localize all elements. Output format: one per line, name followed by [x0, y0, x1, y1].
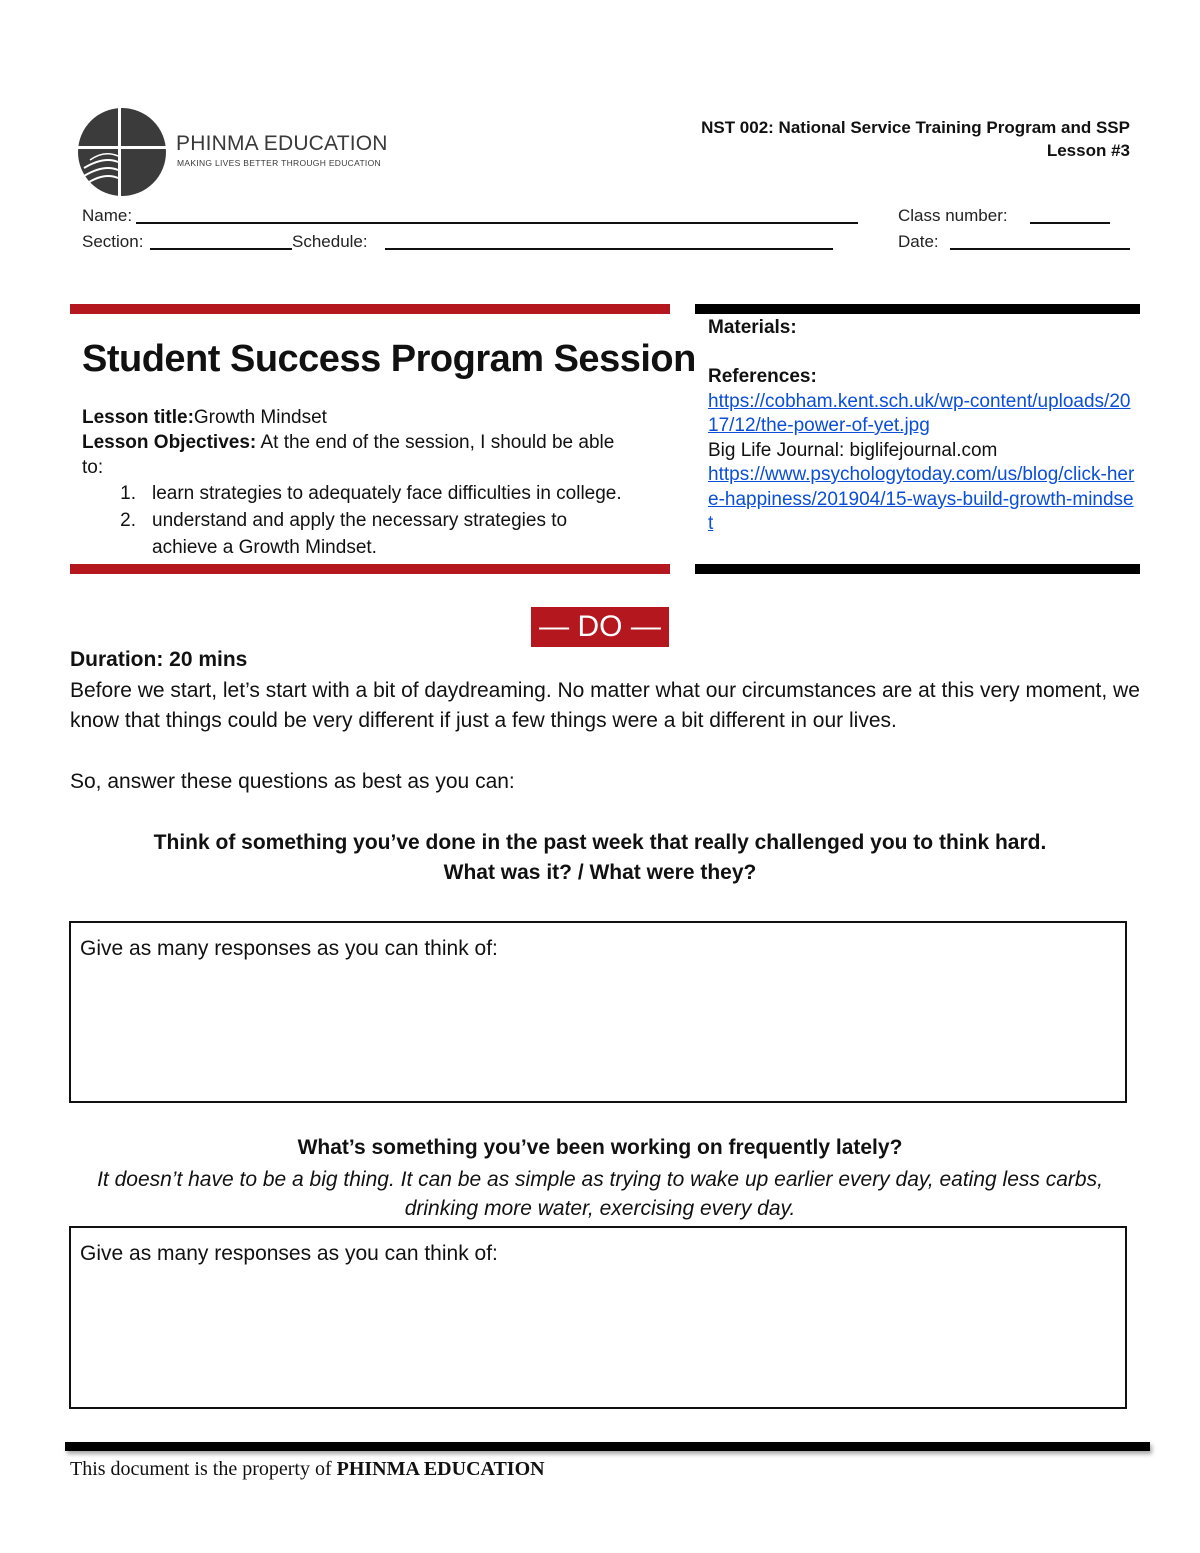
section-field[interactable] [150, 248, 292, 250]
list-item [82, 480, 672, 507]
materials-heading: Materials: [708, 317, 797, 338]
reference-link-2[interactable]: https://www.psychologytoday.com/us/blog/click-here-happiness/201904/15-ways-build-growth-mindset [708, 464, 1135, 534]
name-field[interactable] [136, 222, 858, 224]
objectives-row [82, 432, 614, 454]
session-top-bar [70, 304, 670, 314]
objectives-intro: At the end of the session, I should be able [260, 432, 615, 453]
response-box-label: Give as many responses as you can think of: [80, 937, 498, 960]
question-1: Think of something you’ve done in the past week that really challenged you to think hard. [153, 831, 1047, 854]
resources-top-bar [695, 304, 1140, 314]
response-box-1[interactable] [69, 921, 1127, 1103]
date-label: Date: [898, 232, 939, 251]
objectives-label: Lesson Objectives: [82, 432, 257, 453]
name-label: Name: [82, 206, 133, 225]
question-1-sub: What was it? / What were they? [443, 861, 757, 884]
schedule-label: Schedule: [292, 232, 368, 251]
class-number-field[interactable] [1030, 222, 1110, 224]
response-box-2[interactable] [69, 1226, 1127, 1409]
lesson-title-label: Lesson title: [82, 407, 194, 428]
session-bottom-bar [70, 564, 670, 574]
session-title: Student Success Program Session [82, 338, 696, 380]
duration: Duration: 20 mins [70, 648, 248, 671]
course-title: NST 002: National Service Training Program and SSP [701, 118, 1130, 137]
logo-tagline: MAKING LIVES BETTER THROUGH EDUCATION [177, 158, 381, 168]
objective-number: 1. [120, 483, 136, 504]
objectives-intro-cont: to: [82, 457, 104, 478]
schedule-field[interactable] [385, 248, 833, 250]
objective-text: understand and apply the necessary strategies to achieve a Growth Mindset. [152, 510, 568, 558]
objectives-list [82, 480, 672, 561]
date-field[interactable] [950, 248, 1130, 250]
intro-paragraph: Before we start, let’s start with a bit of daydreaming. No matter what our circumstances are at this very moment, we know that things could be very different if just a few things were a bit different in our lives. [70, 679, 1140, 732]
do-badge: — DO — [531, 607, 669, 647]
reference-journal: Big Life Journal: biglifejournal.com [708, 439, 998, 461]
materials-label [708, 316, 1138, 341]
response-box-label: Give as many responses as you can think of: [80, 1242, 498, 1265]
list-item [82, 507, 672, 561]
footer-note [70, 1458, 545, 1481]
lesson-number: Lesson #3 [1046, 141, 1130, 160]
references-heading: References: [708, 366, 817, 387]
reference-link-1[interactable]: https://cobham.kent.sch.uk/wp-content/uploads/2017/12/the-power-of-yet.jpg [708, 390, 1131, 436]
question-2: What’s something you’ve been working on frequently lately? [297, 1136, 903, 1159]
phinma-globe-icon [76, 106, 168, 198]
lesson-title-row [82, 407, 327, 429]
question-2-hint: It doesn’t have to be a big thing. It can be as simple as trying to wake up earlier every day, eating less carbs, drinking more water, exercising every day. [97, 1168, 1103, 1220]
footer-text: This document is the property of [70, 1458, 332, 1480]
footer-owner: PHINMA EDUCATION [336, 1458, 545, 1480]
prompt-text: So, answer these questions as best as you can: [70, 770, 515, 793]
lesson-title: Growth Mindset [193, 407, 327, 428]
course-header [701, 116, 1130, 162]
objective-number: 2. [120, 510, 136, 531]
references-block [708, 365, 1138, 537]
footer-bar [65, 1442, 1150, 1451]
resources-bottom-bar [695, 564, 1140, 574]
logo-brand: PHINMA EDUCATION [176, 132, 388, 155]
objective-text: learn strategies to adequately face difficulties in college. [152, 483, 622, 504]
class-number-label: Class number: [898, 206, 1008, 225]
section-label: Section: [82, 232, 144, 251]
